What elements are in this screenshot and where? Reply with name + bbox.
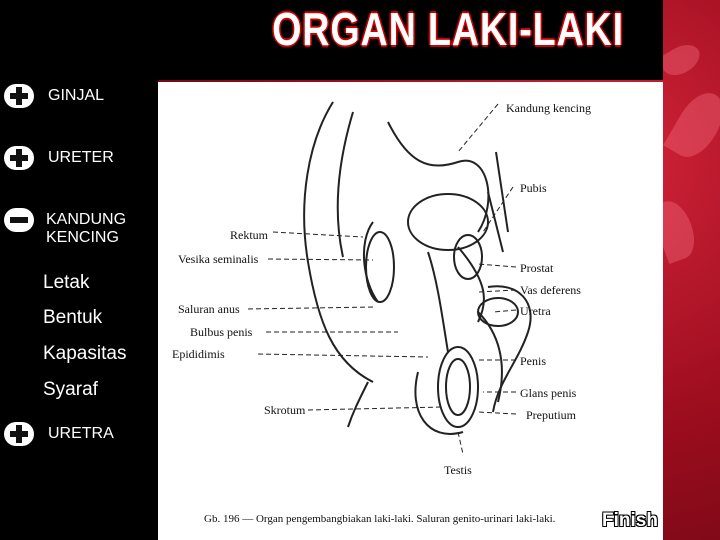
plus-icon (4, 146, 34, 170)
subitem-letak[interactable]: Letak (43, 272, 90, 293)
label-uretra: Uretra (520, 304, 551, 318)
subitem-kapasitas[interactable]: Kapasitas (43, 343, 127, 364)
nav-ginjal[interactable] (4, 84, 104, 108)
nav-ureter-label: URETER (48, 149, 114, 166)
label-kandung-kencing: Kandung kencing (506, 101, 591, 115)
nav-kandung-kencing[interactable] (4, 208, 146, 247)
label-rektum: Rektum (230, 228, 268, 242)
label-testis: Testis (444, 463, 472, 477)
label-skrotum: Skrotum (264, 403, 306, 417)
label-epididimis: Epididimis (172, 347, 225, 361)
label-pubis: Pubis (520, 181, 547, 195)
label-saluran-anus: Saluran anus (178, 302, 240, 316)
nav-kandung-label: KANDUNG KENCING (46, 211, 127, 246)
minus-icon (4, 208, 34, 232)
rectum-shape (366, 232, 394, 302)
bladder-shape (408, 194, 488, 250)
label-penis: Penis (520, 354, 547, 368)
nav-ginjal-label: GINJAL (48, 87, 105, 104)
anatomy-figure (158, 82, 663, 540)
page-title: ORGAN LAKI-LAKI (272, 3, 624, 55)
label-glans-penis: Glans penis (520, 386, 577, 400)
sidebar (0, 0, 158, 540)
label-vesika-seminalis: Vesika seminalis (178, 252, 259, 266)
nav-uretra[interactable] (4, 422, 114, 446)
plus-icon (4, 84, 34, 108)
figure-caption: Gb. 196 — Organ pengembangbiakan laki-laki. Saluran genito-urinari laki-laki. (204, 513, 556, 525)
label-prostat: Prostat (520, 261, 554, 275)
label-vas-deferens: Vas deferens (520, 283, 581, 297)
label-bulbus-penis: Bulbus penis (190, 325, 253, 339)
subitem-bentuk[interactable]: Bentuk (43, 307, 103, 328)
subitem-syaraf[interactable]: Syaraf (43, 379, 98, 400)
nav-ureter[interactable] (4, 146, 114, 170)
label-preputium: Preputium (526, 408, 576, 422)
finish-button[interactable]: Finish (602, 510, 658, 531)
anatomy-diagram (158, 82, 663, 540)
plus-icon (4, 422, 34, 446)
nav-uretra-label: URETRA (48, 425, 114, 442)
spine-outline (304, 102, 373, 382)
